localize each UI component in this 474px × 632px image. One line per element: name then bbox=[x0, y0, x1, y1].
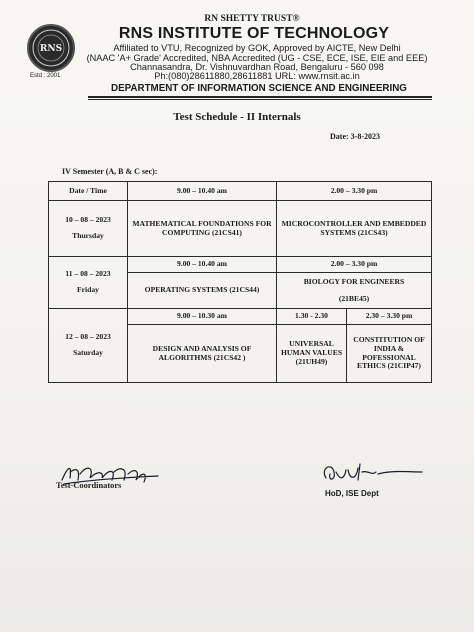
subject-name: BIOLOGY FOR ENGINEERS bbox=[303, 276, 405, 286]
row-day: Friday bbox=[77, 285, 99, 294]
row-date-cell bbox=[49, 201, 128, 257]
row-day: Saturday bbox=[73, 348, 103, 357]
row-date: 12 – 08 – 2023 bbox=[65, 332, 111, 342]
row-date: 11 – 08 – 2023 bbox=[65, 269, 111, 279]
header-divider-thin bbox=[88, 99, 432, 100]
hod-signature bbox=[318, 458, 426, 488]
accreditation-line: (NAAC 'A+ Grade' Accredited, NBA Accredited (UG - CSE, ECE, ISE, EIE and EEE) bbox=[86, 53, 428, 63]
issue-date: Date: 3-8-2023 bbox=[330, 132, 380, 141]
established-label: Estd : 2001 bbox=[30, 73, 61, 79]
page-title: Test Schedule - II Internals bbox=[173, 111, 301, 123]
subject-cell bbox=[347, 325, 432, 383]
table-header-row bbox=[49, 182, 432, 201]
slot-time-afternoon-b: 2.30 – 3.30 pm bbox=[347, 309, 432, 325]
subject-cell bbox=[277, 201, 432, 257]
department-title: DEPARTMENT OF INFORMATION SCIENCE AND ENGINEERING bbox=[111, 83, 407, 94]
subject-cell bbox=[128, 325, 277, 383]
subject-name: UNIVERSAL HUMAN VALUES (21UH49) bbox=[280, 339, 343, 366]
row-date-cell bbox=[49, 257, 128, 309]
header-slot-morning: 9.00 – 10.40 am bbox=[128, 182, 277, 201]
coordinators-label: Test-Coordinators bbox=[56, 481, 122, 490]
semester-label: IV Semester (A, B & C sec): bbox=[62, 167, 158, 176]
test-schedule-table bbox=[48, 181, 432, 383]
subject-code: (21BE45) bbox=[338, 293, 370, 303]
row-date: 10 – 08 – 2023 bbox=[65, 215, 111, 225]
slot-time-morning: 9.00 – 10.30 am bbox=[128, 309, 277, 325]
table-row bbox=[49, 201, 432, 257]
affiliation-line: Affiliated to VTU, Recognized by GOK, Approved by AICTE, New Delhi bbox=[113, 43, 401, 53]
subject-cell bbox=[277, 273, 432, 309]
slot-time-afternoon: 2.00 – 3.30 pm bbox=[277, 257, 432, 273]
slot-time-row bbox=[49, 257, 432, 273]
address-line: Channasandra, Dr. Vishnuvardhan Road, Bengaluru - 560 098 bbox=[130, 62, 384, 72]
subject-name: DESIGN AND ANALYSIS OF ALGORITHMS (21CS42 ) bbox=[152, 343, 252, 362]
subject-name: MICROCONTROLLER AND EMBEDDED SYSTEMS (21CS43) bbox=[281, 218, 427, 237]
logo-text: RNS bbox=[39, 44, 63, 54]
subject-cell bbox=[128, 201, 277, 257]
subject-cell bbox=[277, 325, 347, 383]
subject-cell bbox=[128, 273, 277, 309]
trust-name: RN SHETTY TRUST® bbox=[204, 14, 300, 24]
contact-line: Ph:(080)28611880,28611881 URL: www.rnsit.ac.in bbox=[154, 71, 360, 81]
subject-name: OPERATING SYSTEMS (21CS44) bbox=[144, 285, 260, 295]
subject-name: CONSTITUTION OF INDIA & POFESSIONAL ETHICS (21CIP47) bbox=[353, 335, 425, 371]
row-day: Thursday bbox=[72, 231, 104, 240]
hod-label: HoD, ISE Dept bbox=[325, 489, 379, 498]
header-divider bbox=[88, 96, 432, 98]
slot-time-afternoon-a: 1.30 - 2.30 bbox=[277, 309, 347, 325]
slot-time-morning: 9.00 – 10.40 am bbox=[128, 257, 277, 273]
header-slot-afternoon: 2.00 – 3.30 pm bbox=[277, 182, 432, 201]
row-date-cell bbox=[49, 309, 128, 383]
subject-name: MATHEMATICAL FOUNDATIONS FOR COMPUTING (21CS41) bbox=[132, 218, 272, 237]
slot-time-row bbox=[49, 309, 432, 325]
institute-name: RNS INSTITUTE OF TECHNOLOGY bbox=[118, 25, 390, 42]
header-date-time: Date / Time bbox=[49, 182, 128, 201]
